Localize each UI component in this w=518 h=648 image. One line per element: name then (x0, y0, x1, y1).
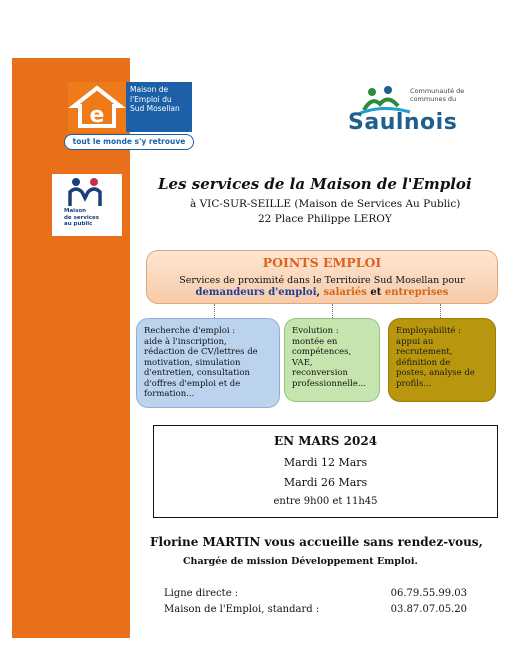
role-text: Chargée de mission Développement Emploi. (183, 556, 418, 567)
service-line: Recherche d'emploi : (144, 326, 236, 336)
service-line: postes, analyse de (396, 368, 475, 378)
service-line: motivation, simulation (144, 357, 241, 368)
logo-tagline: tout le monde s'y retrouve (64, 134, 194, 150)
contact-number: 03.87.07.05.20 (390, 604, 467, 615)
logo-line: au public (64, 221, 93, 227)
contact-row-direct (164, 588, 467, 599)
contact-row-standard (164, 604, 467, 615)
dates-heading: EN MARS 2024 (273, 434, 378, 448)
audience-job-seekers: demandeurs d'emploi (195, 287, 317, 298)
service-line: VAE, (292, 357, 313, 368)
audience-separator: , (316, 287, 324, 298)
contact-label: Ligne directe : (164, 588, 239, 599)
logo-line: Communauté de (410, 87, 465, 95)
hours: entre 9h00 et 11h45 (273, 496, 378, 507)
logo-line: l'Emploi du (130, 94, 172, 104)
service-line: appui au (396, 336, 434, 347)
welcome-text: Florine MARTIN vous accueille sans rendez-vous, (150, 535, 483, 549)
contact-number: 06.79.55.99.03 (390, 588, 467, 599)
service-box-employabilite (388, 318, 496, 402)
connector-arrow (214, 304, 216, 318)
service-line: recrutement, (396, 347, 453, 357)
service-line: rédaction de CV/lettres de (144, 347, 258, 357)
service-line: Evolution : (292, 326, 339, 336)
service-line: reconversion (292, 368, 349, 378)
logo-line: Maison (64, 208, 87, 214)
service-line: d'entretien, consultation (144, 368, 250, 378)
service-line: d'offres d'emploi et de (144, 378, 241, 389)
audience-companies: entreprises (384, 287, 449, 298)
connector-arrow (332, 304, 334, 318)
date-1: Mardi 12 Mars (283, 456, 368, 469)
logo-line: communes du (410, 94, 457, 103)
service-line: Employabilité : (396, 326, 462, 336)
audience-separator: et (366, 287, 385, 298)
logo-line: de services (64, 214, 100, 221)
logo-line: Maison de (130, 85, 169, 94)
svg-text:e: e (89, 103, 105, 128)
points-emploi-banner (146, 250, 498, 304)
service-line: formation... (144, 389, 195, 399)
points-emploi-title: POINTS EMPLOI (262, 255, 382, 270)
date-2: Mardi 26 Mars (283, 476, 368, 489)
saulnois-logo (340, 82, 480, 142)
connector-arrow (440, 304, 442, 318)
maison-emploi-logo (64, 82, 194, 152)
msap-logo (52, 174, 122, 236)
service-line: professionnelle... (292, 378, 366, 389)
saulnois-community-label (410, 88, 480, 103)
points-emploi-audience (147, 287, 497, 298)
logo-line: Sud Mosellan (130, 104, 180, 113)
house-e-icon (68, 82, 126, 132)
dates-box (153, 425, 498, 518)
address: 22 Place Philippe LEROY (258, 213, 392, 225)
audience-employees: salariés (323, 287, 367, 298)
maison-emploi-logo-text (126, 82, 192, 132)
page-title: Les services de la Maison de l'Emploi (158, 175, 472, 193)
service-line: définition de (396, 357, 451, 368)
page-subtitle: à VIC-SUR-SEILLE (Maison de Services Au Public) (190, 198, 461, 210)
points-emploi-description: Services de proximité dans le Territoire Sud Mosellan pour (179, 275, 465, 286)
service-line: aide à l'inscription, (144, 336, 227, 347)
service-line: profils... (396, 378, 432, 389)
saulnois-name: Saulnois (348, 110, 458, 135)
msap-logo-text (64, 208, 99, 228)
contact-label: Maison de l'Emploi, standard : (164, 604, 320, 615)
msap-people-icon (66, 176, 106, 208)
service-line: montée en (292, 336, 338, 347)
service-line: compétences, (292, 347, 352, 357)
service-box-recherche (136, 318, 280, 408)
service-box-evolution (284, 318, 380, 402)
